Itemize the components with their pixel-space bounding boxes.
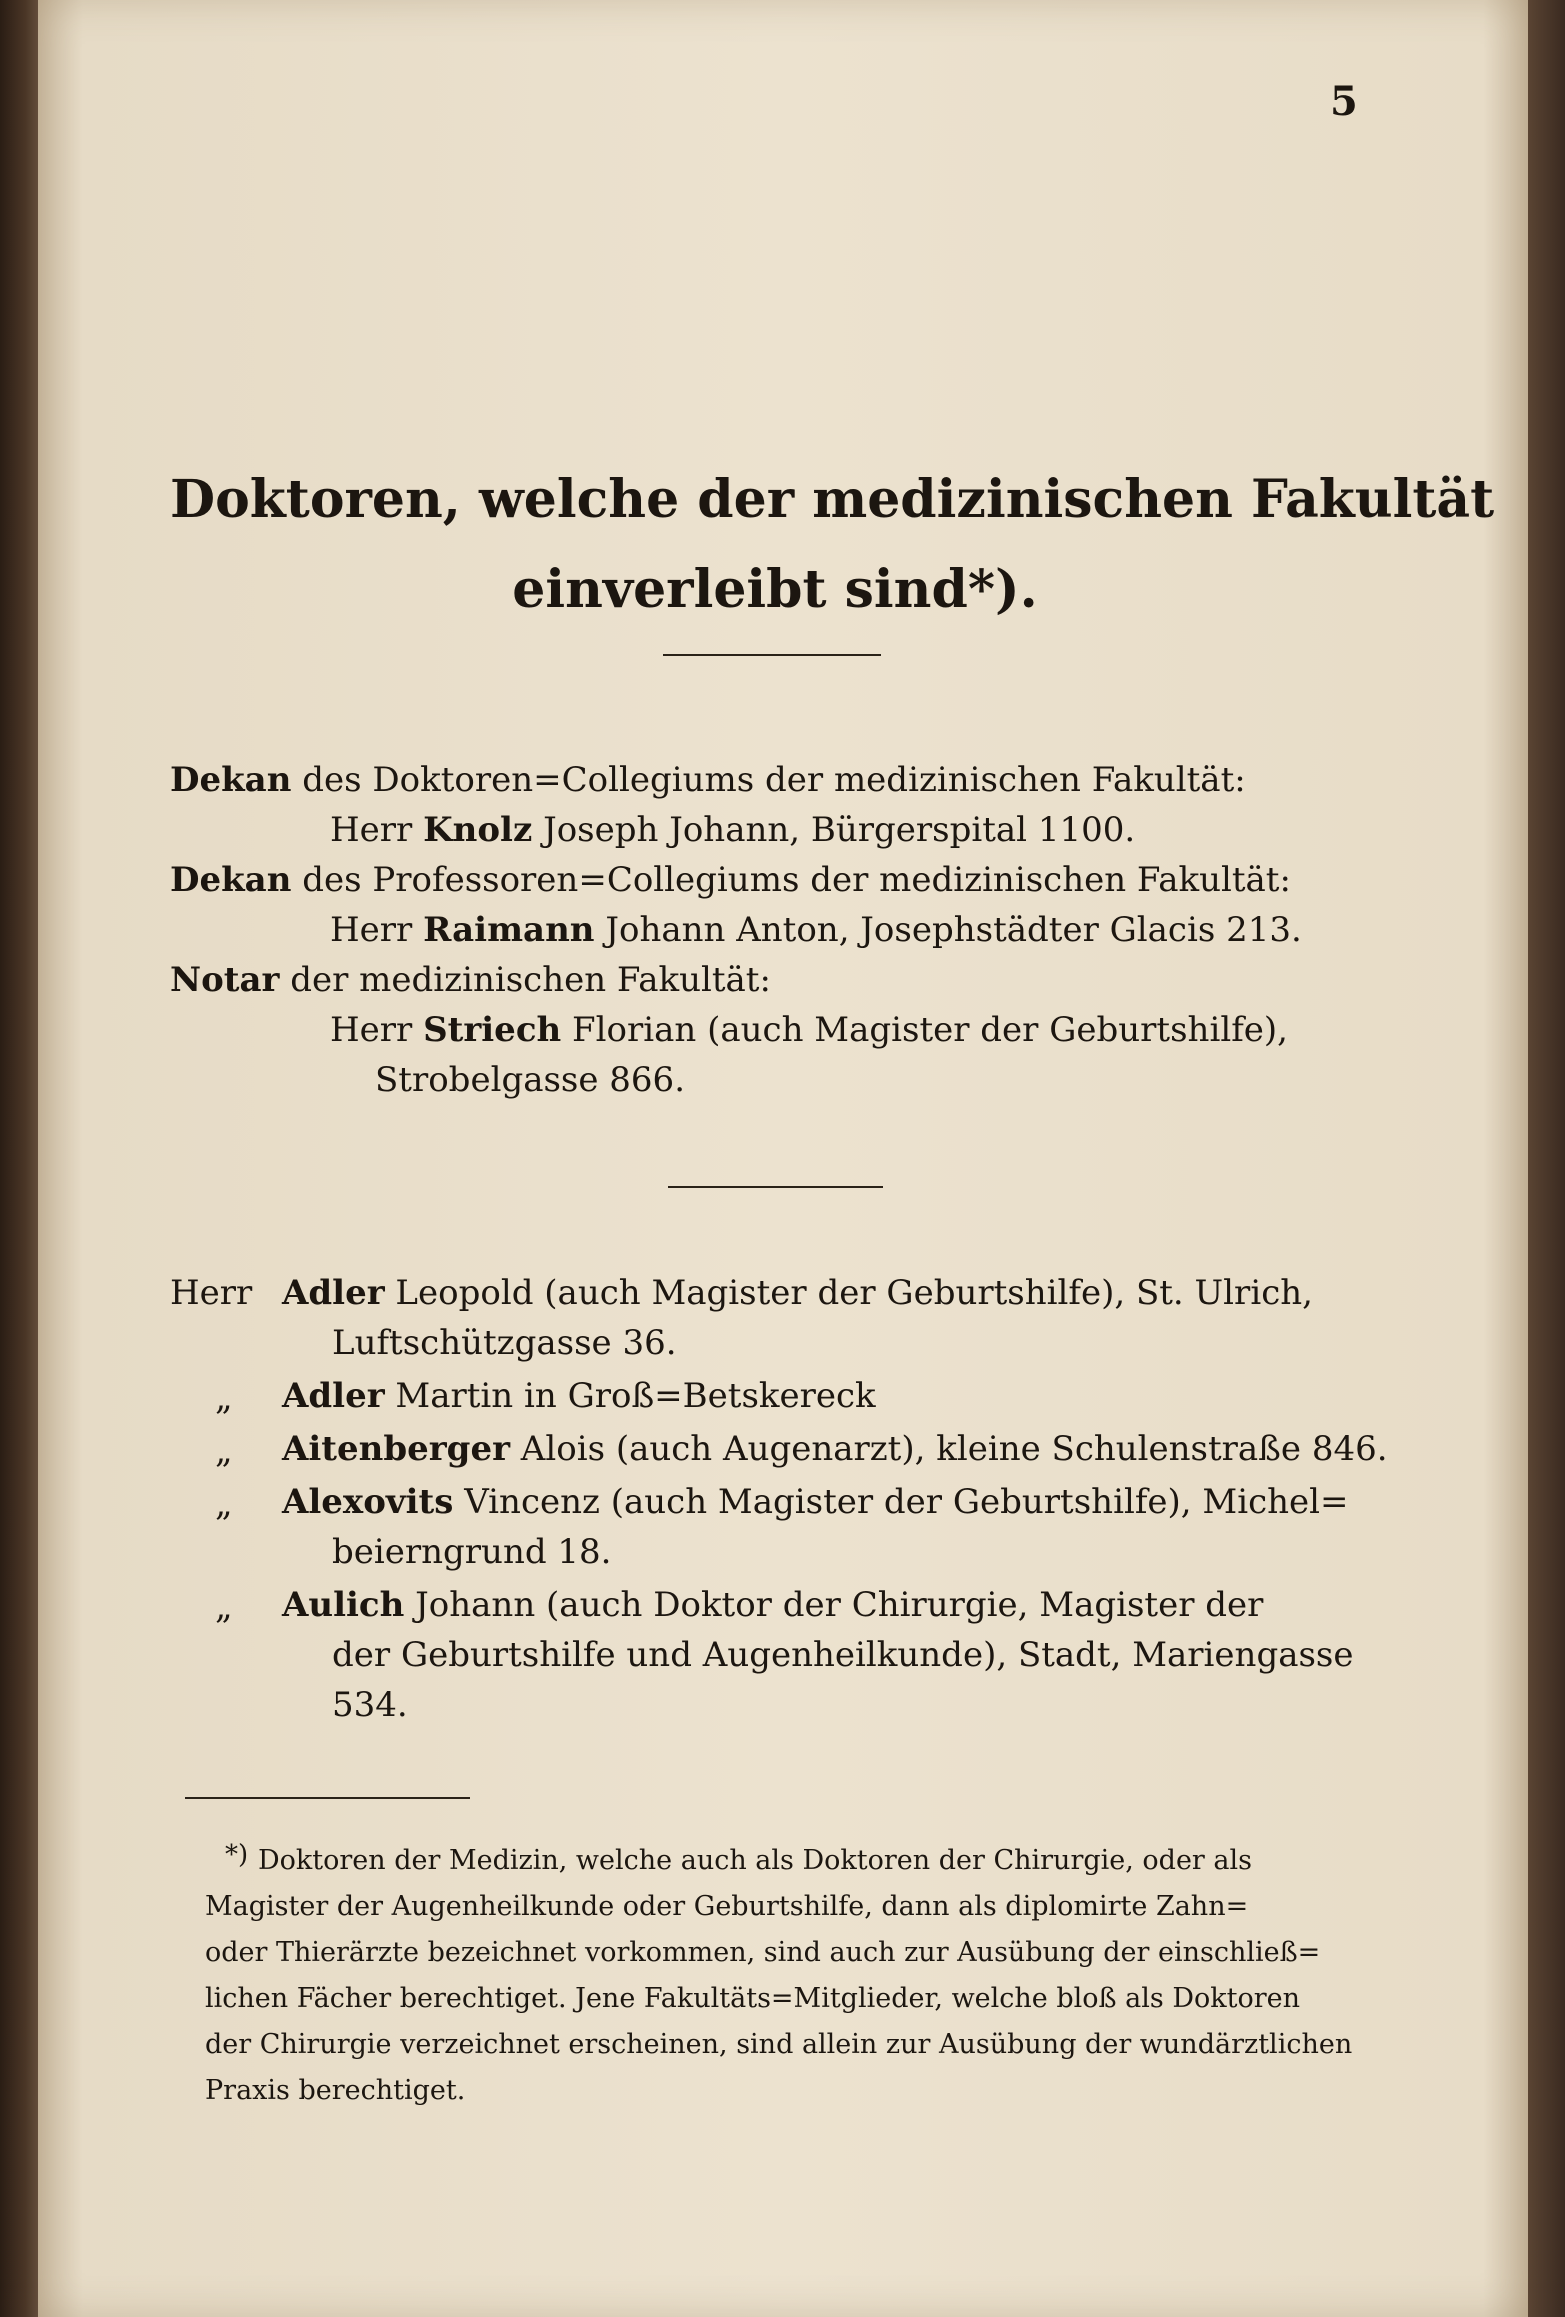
official-name-line: Herr Striech Florian (auch Magister der Geburtshilfe), [330,1010,1288,1050]
footnote-line: Magister der Augenheilkunde oder Geburtshilfe, dann als diplomirte Zahn= [205,1891,1249,1922]
official-name-line: Herr Knolz Joseph Johann, Bürgerspital 1100. [330,810,1136,850]
page-title [170,455,1495,635]
list-item: „ Adler Martin in Groß=Betskereck [170,1371,1380,1421]
footnote-line: der Chirurgie verzeichnet erscheinen, sind allein zur Ausübung der wundärztlichen [205,2029,1353,2060]
title-divider [663,654,881,656]
book-spine [0,0,42,2317]
footnote-line: oder Thierärzte bezeichnet vorkommen, sind auch zur Ausübung der einschließ= [205,1937,1321,1968]
footnote-line: lichen Fächer berechtiget. Jene Fakultäts=Mitglieder, welche bloß als Doktoren [205,1983,1300,2014]
ditto-mark: „ [215,1378,233,1418]
official-continuation: Strobelgasse 866. [375,1060,686,1100]
title-line-2: einverleibt sind*). [512,559,1038,620]
ditto-mark: „ [215,1431,233,1471]
official-dekan-professoren: Dekan des Professoren=Collegiums der medizinischen Fakultät: [170,860,1291,900]
entry-surname: Adler [282,1273,385,1313]
official-dekan-doktoren: Dekan des Doktoren=Collegiums der medizinischen Fakultät: [170,760,1246,800]
list-item: „ Aulich Johann (auch Doktor der Chirurgie, Magister der der Geburtshilfe und Augenheilkunde), Stadt, Mariengasse 534. [170,1580,1380,1730]
official-name-line: Herr Raimann Johann Anton, Josephstädter Glacis 213. [330,910,1302,950]
footnote [205,1838,1380,2114]
entry-surname: Adler [282,1376,385,1416]
ditto-mark: „ [215,1484,233,1524]
page-edge [1528,0,1565,2317]
footnote-line: Praxis berechtiget. [205,2075,466,2106]
entry-prefix: Herr [170,1273,253,1313]
footnote-divider [185,1797,470,1799]
list-item: Herr Adler Leopold (auch Magister der Geburtshilfe), St. Ulrich, Luftschützgasse 36. [170,1268,1380,1368]
section-divider [668,1186,883,1188]
list-item: „ Aitenberger Alois (auch Augenarzt), kleine Schulenstraße 846. [170,1424,1380,1474]
officials-section [170,755,1380,1105]
ditto-mark: „ [215,1587,233,1627]
doctor-entries [170,1268,1388,1733]
footnote-line: Doktoren der Medizin, welche auch als Doktoren der Chirurgie, oder als [258,1845,1253,1876]
official-notar: Notar der medizinischen Fakultät: [170,960,771,1000]
title-line-1: Doktoren, welche der medizinischen Fakultät [170,469,1495,530]
entry-surname: Aitenberger [282,1429,510,1469]
footnote-mark: *) [225,1840,249,1870]
list-item: „ Alexovits Vincenz (auch Magister der Geburtshilfe), Michel= beierngrund 18. [170,1477,1380,1577]
page-number: 5 [1330,78,1358,125]
entry-surname: Aulich [282,1585,405,1625]
entry-surname: Alexovits [282,1482,454,1522]
